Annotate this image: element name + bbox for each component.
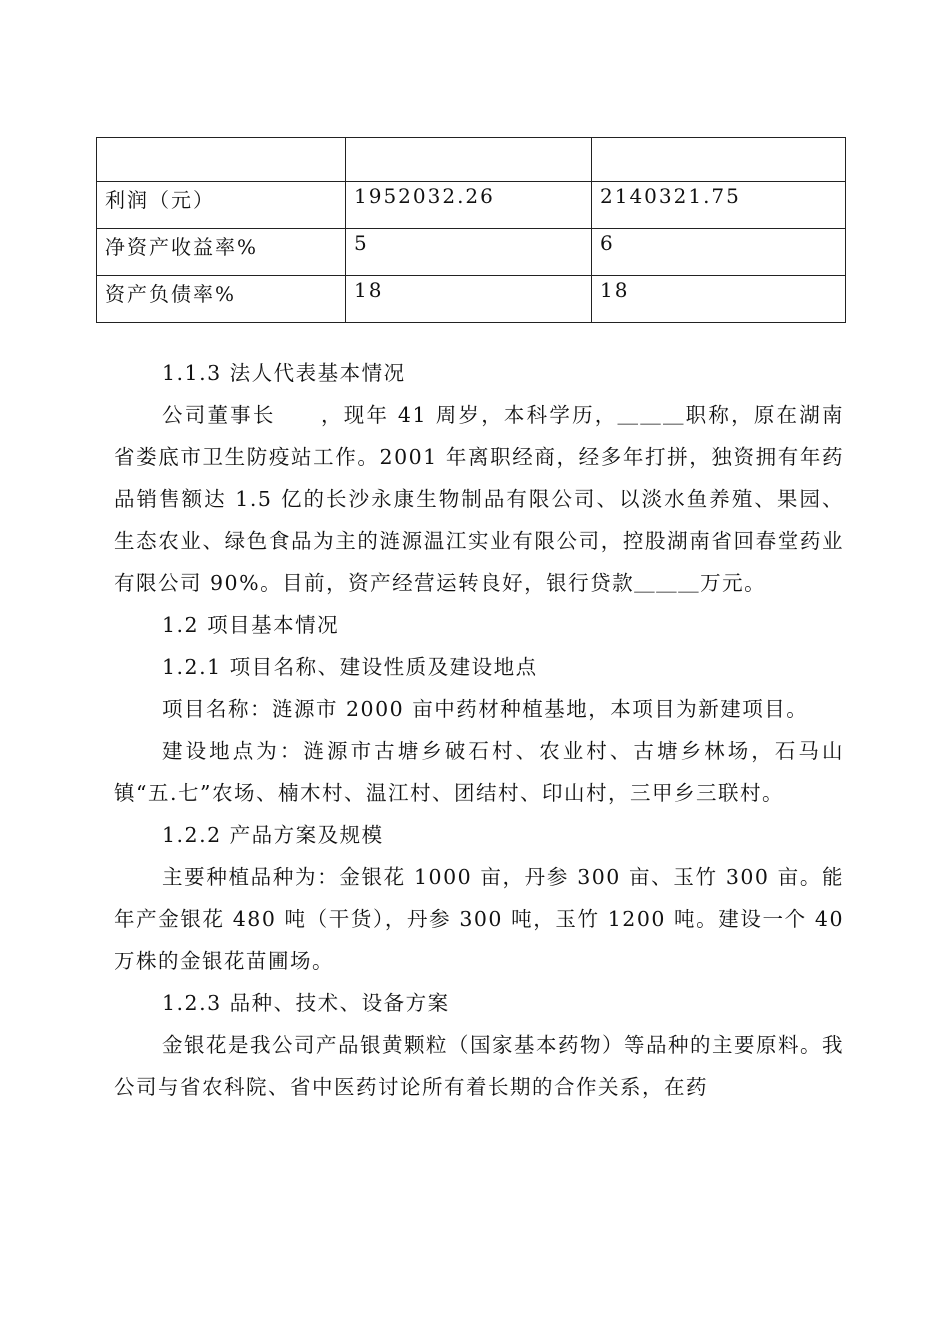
paragraph: 主要种植品种为：金银花 1000 亩，丹参 300 亩、玉竹 300 亩。能年产金银花 480 吨（干货），丹参 300 吨，玉竹 1200 吨。建设一个 40 万株的金银花苗圃场。 (114, 865, 844, 973)
row-value: 18 (346, 276, 592, 323)
row-value: 1952032.26 (346, 182, 592, 229)
row-value: 6 (592, 229, 846, 276)
paragraph: 项目名称：涟源市 2000 亩中药材种植基地，本项目为新建项目。 (162, 697, 809, 721)
row-label: 净资产收益率% (97, 229, 346, 276)
row-value: 18 (592, 276, 846, 323)
table-header-row (97, 138, 846, 182)
section-heading: 1.2 项目基本情况 (162, 613, 340, 637)
row-value: 2140321.75 (592, 182, 846, 229)
table-cell (346, 138, 592, 182)
row-label: 利润（元） (97, 182, 346, 229)
paragraph: 公司董事长 ，现年 41 周岁，本科学历，＿＿＿职称，原在湖南省娄底市卫生防疫站工作。2001 年离职经商，经多年打拼，独资拥有年药品销售额达 1.5 亿的长沙永康生物制品有限公司、以淡水鱼养殖、果园、生态农业、绿色食品为主的涟源温江实业有限公司，控股湖南省回春堂药业有限公司 90%。目前，资产经营运转良好，银行贷款＿＿＿万元。 (114, 403, 844, 595)
row-label: 资产负债率% (97, 276, 346, 323)
row-value: 5 (346, 229, 592, 276)
section-heading: 1.2.3 品种、技术、设备方案 (162, 991, 450, 1015)
table-cell (97, 138, 346, 182)
section-heading: 1.1.3 法人代表基本情况 (162, 361, 406, 385)
financial-table (96, 137, 846, 323)
paragraph: 金银花是我公司产品银黄颗粒（国家基本药物）等品种的主要原料。我公司与省农科院、省中医药讨论所有着长期的合作关系，在药 (114, 1033, 844, 1099)
paragraph: 建设地点为：涟源市古塘乡破石村、农业村、古塘乡林场，石马山镇“五.七”农场、楠木村、温江村、团结村、印山村，三甲乡三联村。 (114, 739, 844, 805)
section-heading: 1.2.1 项目名称、建设性质及建设地点 (162, 655, 538, 679)
section-heading: 1.2.2 产品方案及规模 (162, 823, 384, 847)
table-cell (592, 138, 846, 182)
table-row (97, 182, 846, 229)
document-body (114, 352, 844, 1108)
table-row (97, 276, 846, 323)
table-row (97, 229, 846, 276)
